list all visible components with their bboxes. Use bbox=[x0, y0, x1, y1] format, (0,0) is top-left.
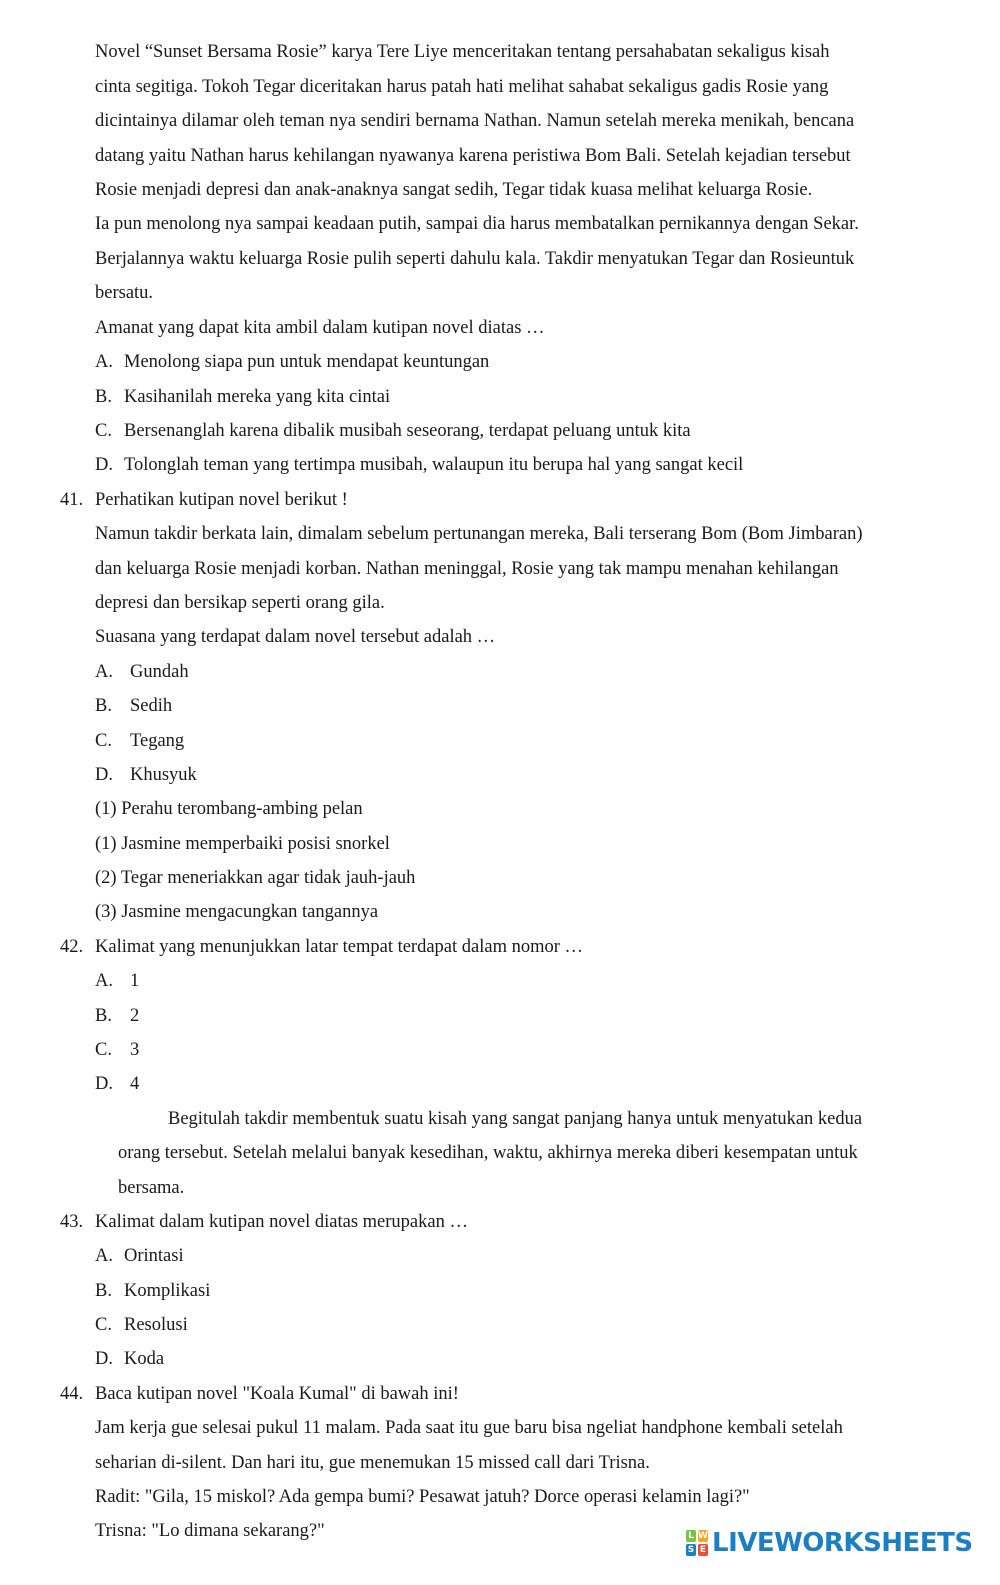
question-43-text: Kalimat dalam kutipan novel diatas merupakan … bbox=[95, 1212, 468, 1232]
option-label: D. bbox=[95, 455, 113, 475]
q41-passage-line: dan keluarga Rosie menjadi korban. Nathan meninggal, Rosie yang tak mampu menahan kehilangan bbox=[95, 559, 839, 579]
option-text: Koda bbox=[124, 1349, 165, 1369]
option-text: 2 bbox=[130, 1006, 140, 1026]
option-text: Tolonglah teman yang tertimpa musibah, walaupun itu berupa hal yang sangat kecil bbox=[124, 455, 744, 475]
q41-passage-line: depresi dan bersikap seperti orang gila. bbox=[95, 593, 385, 613]
liveworksheets-logo bbox=[686, 1527, 973, 1559]
numbered-sentence: (1) Jasmine memperbaiki posisi snorkel bbox=[95, 834, 390, 854]
q43-passage-line: Begitulah takdir membentuk suatu kisah yang sangat panjang hanya untuk menyatukan kedua bbox=[168, 1109, 863, 1129]
intro-question: Amanat yang dapat kita ambil dalam kutipan novel diatas … bbox=[95, 318, 545, 338]
question-number: 41. bbox=[60, 490, 84, 510]
question-41-prompt: Perhatikan kutipan novel berikut ! bbox=[95, 490, 348, 510]
q42-option-a[interactable] bbox=[95, 969, 139, 993]
option-label: C. bbox=[95, 421, 112, 441]
option-text: Orintasi bbox=[124, 1246, 184, 1266]
option-text: 3 bbox=[130, 1040, 140, 1060]
question-44-prompt: Baca kutipan novel "Koala Kumal" di bawah ini! bbox=[95, 1384, 459, 1404]
q43-option-a[interactable] bbox=[95, 1244, 184, 1268]
intro-passage-line: Ia pun menolong nya sampai keadaan putih, sampai dia harus membatalkan pernikannya dengan Sekar. bbox=[95, 214, 859, 234]
q44-passage-line: Trisna: "Lo dimana sekarang?" bbox=[95, 1521, 325, 1541]
q41-option-d[interactable] bbox=[95, 763, 197, 787]
intro-passage-line: Berjalannya waktu keluarga Rosie pulih seperti dahulu kala. Takdir menyatukan Tegar dan Rosieuntuk bbox=[95, 249, 855, 269]
option-label: C. bbox=[95, 1040, 112, 1060]
q44-passage-line: Radit: "Gila, 15 miskol? Ada gempa bumi? Pesawat jatuh? Dorce operasi kelamin lagi?" bbox=[95, 1487, 750, 1507]
intro-passage-line: Novel “Sunset Bersama Rosie” karya Tere Liye menceritakan tentang persahabatan sekaligus kisah bbox=[95, 42, 830, 62]
q42-option-b[interactable] bbox=[95, 1004, 139, 1028]
option-text: Tegang bbox=[130, 731, 185, 751]
intro-option-c[interactable] bbox=[95, 419, 691, 443]
q43-passage-line: bersama. bbox=[118, 1178, 185, 1198]
q43-option-b[interactable] bbox=[95, 1279, 210, 1303]
logo-mark-tile: W bbox=[698, 1531, 708, 1541]
q41-passage-line: Namun takdir berkata lain, dimalam sebelum pertunangan mereka, Bali terserang Bom (Bom Jimbaran) bbox=[95, 524, 863, 544]
option-label: C. bbox=[95, 731, 112, 751]
intro-option-a[interactable] bbox=[95, 350, 489, 374]
option-text: Gundah bbox=[130, 662, 189, 682]
q42-option-d[interactable] bbox=[95, 1072, 139, 1096]
liveworksheets-wordmark: LIVEWORKSHEETS bbox=[712, 1528, 973, 1558]
option-label: A. bbox=[95, 1246, 113, 1266]
option-text: Resolusi bbox=[124, 1315, 188, 1335]
liveworksheets-logo-icon bbox=[686, 1530, 708, 1556]
intro-passage-line: datang yaitu Nathan harus kehilangan nyawanya karena peristiwa Bom Bali. Setelah kejadian tersebut bbox=[95, 146, 851, 166]
q42-option-c[interactable] bbox=[95, 1038, 139, 1062]
intro-option-b[interactable] bbox=[95, 385, 390, 409]
logo-mark-tile: E bbox=[699, 1545, 707, 1555]
numbered-sentence: (3) Jasmine mengacungkan tangannya bbox=[95, 902, 379, 922]
option-label: D. bbox=[95, 1074, 113, 1094]
intro-passage-line: bersatu. bbox=[95, 283, 154, 303]
intro-passage-line: dicintainya dilamar oleh teman nya sendiri bernama Nathan. Namun setelah mereka menikah, bencana bbox=[95, 111, 855, 131]
option-label: B. bbox=[95, 387, 112, 407]
logo-mark-tile: S bbox=[687, 1545, 695, 1555]
q44-passage-line: Jam kerja gue selesai pukul 11 malam. Pada saat itu gue baru bisa ngeliat handphone kembali setelah bbox=[95, 1418, 843, 1438]
option-label: B. bbox=[95, 696, 112, 716]
option-text: Kasihanilah mereka yang kita cintai bbox=[124, 387, 391, 407]
numbered-sentence: (2) Tegar meneriakkan agar tidak jauh-jauh bbox=[95, 868, 416, 888]
question-42-text: Kalimat yang menunjukkan latar tempat terdapat dalam nomor … bbox=[95, 937, 584, 957]
option-text: Khusyuk bbox=[130, 765, 197, 785]
option-label: B. bbox=[95, 1006, 112, 1026]
intro-passage-line: Rosie menjadi depresi dan anak-anaknya sangat sedih, Tegar tidak kuasa melihat keluarga Rosie. bbox=[95, 180, 813, 200]
option-label: A. bbox=[95, 662, 113, 682]
q41-option-a[interactable] bbox=[95, 660, 189, 684]
logo-mark-tile: L bbox=[686, 1530, 696, 1542]
q44-passage-line: seharian di-silent. Dan hari itu, gue menemukan 15 missed call dari Trisna. bbox=[95, 1453, 650, 1473]
option-text: Sedih bbox=[130, 696, 173, 716]
option-label: D. bbox=[95, 1349, 113, 1369]
question-number: 43. bbox=[60, 1212, 84, 1232]
numbered-sentence: (1) Perahu terombang-ambing pelan bbox=[95, 799, 363, 819]
option-label: C. bbox=[95, 1315, 112, 1335]
option-text: Bersenanglah karena dibalik musibah seseorang, terdapat peluang untuk kita bbox=[124, 421, 691, 441]
question-number: 44. bbox=[60, 1384, 84, 1404]
q41-question: Suasana yang terdapat dalam novel tersebut adalah … bbox=[95, 627, 496, 647]
q41-option-b[interactable] bbox=[95, 694, 172, 718]
option-label: A. bbox=[95, 352, 113, 372]
option-text: Menolong siapa pun untuk mendapat keuntungan bbox=[124, 352, 490, 372]
question-number: 42. bbox=[60, 937, 84, 957]
q43-passage-line: orang tersebut. Setelah melalui banyak kesedihan, waktu, akhirnya mereka diberi kesempatan untuk bbox=[118, 1143, 858, 1163]
option-label: D. bbox=[95, 765, 113, 785]
intro-passage-line: cinta segitiga. Tokoh Tegar diceritakan harus patah hati melihat sahabat sekaligus gadis Rosie yang bbox=[95, 77, 829, 97]
option-label: B. bbox=[95, 1281, 112, 1301]
intro-option-d[interactable] bbox=[95, 453, 743, 477]
option-label: A. bbox=[95, 971, 113, 991]
option-text: Komplikasi bbox=[124, 1281, 211, 1301]
option-text: 1 bbox=[130, 971, 140, 991]
q41-option-c[interactable] bbox=[95, 729, 184, 753]
option-text: 4 bbox=[130, 1074, 140, 1094]
q43-option-d[interactable] bbox=[95, 1347, 164, 1371]
q43-option-c[interactable] bbox=[95, 1313, 188, 1337]
